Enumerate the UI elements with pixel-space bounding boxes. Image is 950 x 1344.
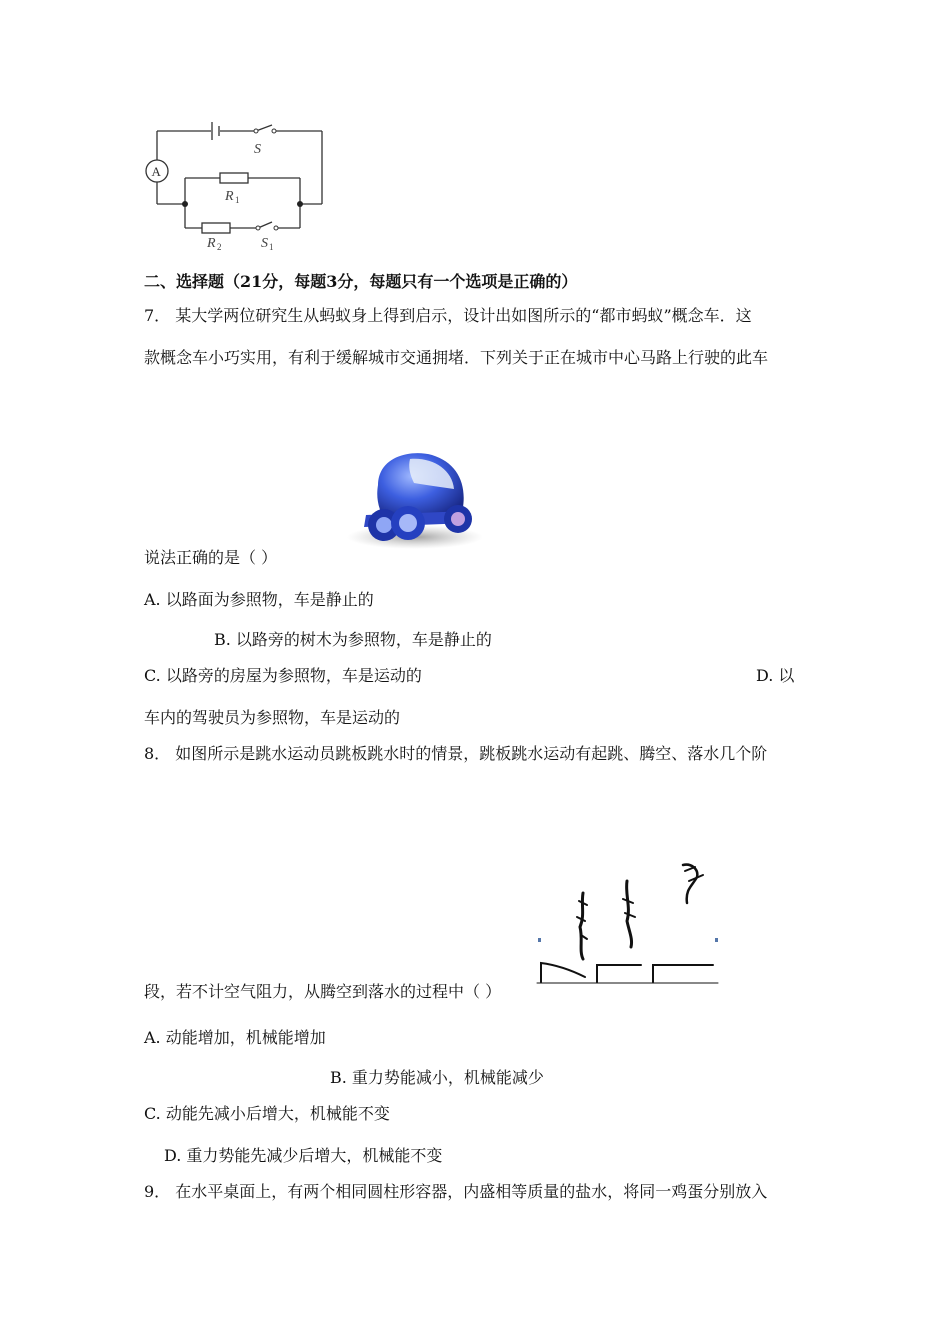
diver-image <box>535 855 720 990</box>
switch-s1-label: S <box>261 236 268 251</box>
junction-left <box>182 201 188 207</box>
q7-line1: 7． 某大学两位研究生从蚂蚁身上得到启示，设计出如图所示的“都市蚂蚁”概念车．这 <box>144 306 752 325</box>
junction-right <box>297 201 303 207</box>
q7-option-d-end[interactable]: 车内的驾驶员为参照物，车是运动的 <box>144 708 401 727</box>
springboard-2 <box>597 965 641 982</box>
q7-line2: 款概念车小巧实用，有利于缓解城市交通拥堵．下列关于正在城市中心马路上行驶的此车 <box>144 348 769 367</box>
circuit-diagram <box>140 120 340 260</box>
q8-option-a[interactable]: A. 动能增加，机械能增加 <box>144 1028 326 1047</box>
resistor-r2-sub: 2 <box>217 242 222 252</box>
q7-line3: 说法正确的是（ ） <box>144 548 278 567</box>
switch-s-blade <box>256 125 272 131</box>
switch-s1-sub: 1 <box>269 242 274 252</box>
resistor-r1 <box>220 173 248 183</box>
q7-option-c[interactable]: C. 以路旁的房屋为参照物，车是运动的 <box>144 666 422 685</box>
springboard-3 <box>653 965 713 982</box>
q8-line1: 8． 如图所示是跳水运动员跳板跳水时的情景，跳板跳水运动有起跳、腾空、落水几个阶 <box>144 744 768 763</box>
springboard-1 <box>541 963 585 982</box>
ammeter-label: A <box>151 164 161 179</box>
q8-option-b[interactable]: B. 重力势能减小，机械能减少 <box>330 1068 544 1087</box>
q8-option-d[interactable]: D. 重力势能先减少后增大，机械能不变 <box>164 1146 443 1165</box>
q7-option-b[interactable]: B. 以路旁的树木为参照物，车是静止的 <box>214 630 492 649</box>
q7-option-d-start[interactable]: D. 以 <box>756 666 795 685</box>
resistor-r1-sub: 1 <box>235 195 240 205</box>
resistor-r2 <box>202 223 230 233</box>
resistor-r2-label: R <box>207 236 216 251</box>
q7-option-a[interactable]: A. 以路面为参照物，车是静止的 <box>144 590 374 609</box>
concept-car-image <box>340 445 485 550</box>
q8-line2: 段，若不计空气阻力，从腾空到落水的过程中（ ） <box>144 982 502 1001</box>
resistor-r1-label: R <box>225 189 234 204</box>
switch-s-label: S <box>254 142 261 157</box>
section-heading: 二、选择题（21分，每题3分，每题只有一个选项是正确的） <box>144 272 578 291</box>
q9-line1: 9． 在水平桌面上，有两个相同圆柱形容器，内盛相等质量的盐水，将同一鸡蛋分别放入 <box>144 1182 768 1201</box>
q8-option-c[interactable]: C. 动能先减小后增大，机械能不变 <box>144 1104 390 1123</box>
